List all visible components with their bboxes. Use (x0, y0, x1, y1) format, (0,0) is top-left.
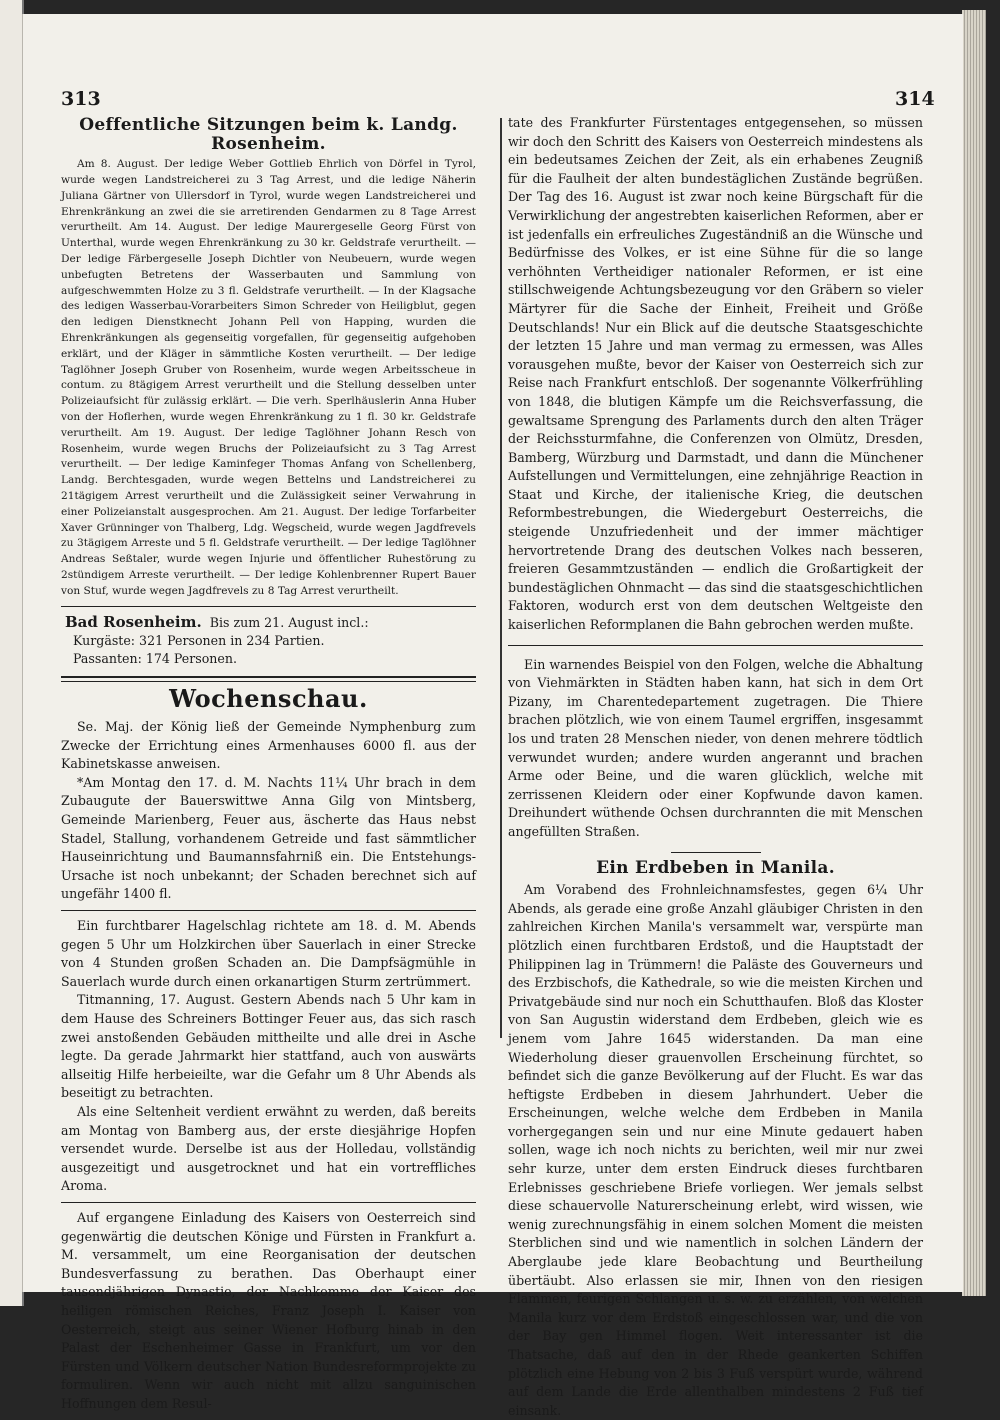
sessions-heading: Oeffentliche Sitzungen beim k. Landg. Rosenheim. (79, 115, 458, 154)
bad-rosenheim-title: Bad Rosenheim. (65, 612, 202, 631)
bad-rosenheim-line3: Passanten: 174 Personen. (73, 650, 237, 666)
column-divider (500, 118, 502, 1038)
bad-rosenheim-line2: Kurgäste: 321 Personen in 234 Partien. (73, 632, 325, 648)
right-column (508, 114, 923, 1420)
divider-line (61, 910, 476, 911)
left-column (61, 114, 476, 1413)
bad-rosenheim-block (61, 613, 476, 668)
book-spine (0, 0, 24, 1306)
wochenschau-paragraph-4: Titmanning, 17. August. Gestern Abends nach 5 Uhr kam in dem Hause des Schreiners Bottinger Feuer aus, das sich rasch zwei anstoßenden Gebäuden mittheilte und alle drei in Asche legte. Da gerade Jahrmarkt hier stattfand, auch von auswärts allseitig Hilfe herbeieilte, war die Gefahr um 8 Uhr Abends als beseitigt zu betrachten. (61, 992, 476, 1101)
wochenschau-paragraph-5: Als eine Seltenheit verdient erwähnt zu werden, daß bereits am Montag von Bamberg aus, der erste diesjährige Hopfen versendet wurde. Derselbe ist aus der Holledau, vollständig ausgezeitigt und ausgetrocknet und hat ein vortreffliches Aroma. (61, 1103, 476, 1194)
divider-line (61, 1202, 476, 1203)
earthquake-heading: Ein Erdbeben in Manila. (596, 857, 835, 878)
wochenschau-title: Wochenschau. (169, 683, 368, 713)
wochenschau-paragraph-6: Auf ergangene Einladung des Kaisers von Oesterreich sind gegenwärtig die deutschen Könige und Fürsten in Frankfurt a. M. versammelt, um eine Reorganisation der deutschen Bundesverfassung zu berathen. Das Oberhaupt einer tausendjährigen Dynastie, der Nachkomme der Kaiser des heiligen römischen Reiches, Franz Joseph I. Kaiser von Oesterreich, steigt aus seiner Wiener Hofburg hinab in den Palast der Eschenheimer Gasse in Frankfurt, um vor den Fürsten und Völkern deutscher Nation Bundesreformprojekte zu formuliren. Wenn wir auch nicht mit allzu sanguinischen Hoffnungen dem Resul- (61, 1209, 476, 1411)
right-paragraph-1: tate des Frankfurter Fürstentages entgegensehen, so müssen wir doch den Schritt des Kaisers von Oesterreich mindestens als ein bedeutsames Zeichen der Zeit, als ein erhabenes Zeugniß für die Faulheit der alten bundestäglichen Zustände begrüßen. Der Tag des 16. August ist zwar noch keine Bürgschaft für die Verwirklichung der angestrebten kaiserlichen Reformen, aber er ist jedenfalls ein erfreuliches Zugeständniß an die Wünsche und Bedürfnisse des Volkes, er ist eine Sühne für die so lange verhöhnten Vertheidiger nationaler Reformen, er ist eine stillschweigende Achtungsbezeugung vor den Gräbern so vieler Märtyrer für die Sache der Einheit, Freiheit und Größe Deutschlands! Nur ein Blick auf die deutsche Staatsgeschichte der letzten 15 Jahre und man vermag zu ermessen, was Alles vorausgehen mußte, bevor der Kaiser von Oesterreich sich zur Reise nach Frankfurt entschloß. Der sogenannte Völkerfrühling von 1848, die blutigen Kämpfe um die Reichsverfassung, die gewaltsame Sprengung des Parlaments durch den alten Träger der Reichssturmfahne, die Conferenzen von Olmütz, Dresden, Bamberg, Würzburg und Darmstadt, und dann die Münchener Aufstellungen und Vermittelungen, eine zehnjährige Reaction in Staat und Kirche, der italienische Krieg, die deutschen Reformbestrebungen, die Wiedergeburt Oesterreichs, die steigende Unzufriedenheit und der immer mächtiger hervortretende Drang des deutschen Volkes nach besseren, freieren Gesammtzuständen — endlich die Großartigkeit der bundestäglichen Ohnmacht — das sind die staatsgeschichtlichen Faktoren, wodurch erst von dem deutschen Weltgeiste den kaiserlichen Reformplanen die Bahn gebrochen werden mußte. (508, 115, 923, 633)
page-number-left: 313 (61, 88, 101, 110)
wochenschau-paragraph-1: Se. Maj. der König ließ der Gemeinde Nymphenburg zum Zwecke der Errichtung eines Armenhauses 6000 fl. aus der Kabinetskasse anweisen. (61, 719, 476, 772)
page-edges (962, 10, 986, 1296)
divider-line (61, 606, 476, 607)
divider-short-line (671, 852, 761, 853)
divider-double-line (61, 676, 476, 682)
sessions-text: Am 8. August. Der ledige Weber Gottlieb Ehrlich von Dörfel in Tyrol, wurde wegen Landstreicherei zu 3 Tag Arrest, und die ledige Näherin Juliana Gärtner von Ullersdorf in Tyrol, wurde wegen Landstreicherei und Ehrenkränkung an zwei die sie arretirenden Gendarmen zu 8 Tage Arrest verurtheilt. Am 14. August. Der ledige Maurergeselle Georg Fürst von Unterthal, wurde wegen Ehrenkränkung zu 30 kr. Geldstrafe verurtheilt. — Der ledige Färbergeselle Joseph Dichtler von Neubeuern, wurde wegen unbefugten Betretens der Wasserbauten und Sammlung von aufgeschwemmten Holze zu 3 fl. Geldstrafe verurtheilt. — In der Klagsache des ledigen Wasserbau-Vorarbeiters Simon Schreder von Heiligblut, gegen den ledigen Dienstknecht Johann Pell von Happing, wurden die Ehrenkränkungen als gegenseitig vorgefallen, für gegenseitig aufgehoben erklärt, und der Kläger in sämmtliche Kosten verurtheilt. — Der ledige Taglöhner Joseph Gruber von Rosenheim, wurde wegen Arbeitsscheue in contum. zu 8tägigem Arrest verurtheilt und die Stellung desselben unter Polizeiaufsicht für zulässig erklärt. — Die verh. Sperlhäuslerin Anna Huber von der Hoflerhen, wurde wegen Ehrenkränkung zu 1 fl. 30 kr. Geldstrafe verurtheilt. Am 19. August. Der ledige Taglöhner Johann Resch von Rosenheim, wurde wegen Bruchs der Polizeiaufsicht zu 3 Tag Arrest verurtheilt. — Der ledige Kaminfeger Thomas Anfang von Schellenberg, Landg. Berchtesgaden, wurde wegen Bettelns und Landstreicherei zu 21tägigem Arrest verurtheilt und die Zulässigkeit seiner Verwahrung in einer Polizeianstalt ausgesprochen. Am 21. August. Der ledige Torfarbeiter Xaver Grünninger von Thalberg, Ldg. Wegscheid, wurde wegen Jagdfrevels zu 3tägigem Arreste und 5 fl. Geldstrafe verurtheilt. — Der ledige Taglöhner Andreas Seßtaler, wurde wegen Injurie und öffentlicher Ruhestörung zu 2stündigem Arreste verurtheilt. — Der ledige Kohlenbrenner Rupert Bauer von Stuf, wurde wegen Jagdfrevels zu 8 Tag Arrest verurtheilt. (61, 158, 476, 597)
right-paragraph-3: Am Vorabend des Frohnleichnamsfestes, gegen 6¼ Uhr Abends, als gerade eine große Anzahl gläubiger Christen in den zahlreichen Kirchen Manila's versammelt war, verspürte man plötzlich einen furchtbaren Erdstoß, und die Hauptstadt der Philippinen lag in Trümmern! die Paläste des Gouverneurs und des Erzbischofs, die Kathedrale, so wie die meisten Kirchen und Privatgebäude sind nur noch ein Schutthaufen. Bloß das Kloster von San Augustin widerstand dem Erdbeben, gleich wie es jenem vom Jahre 1645 widerstanden. Da man eine Wiederholung dieser grauenvollen Erscheinung fürchtet, so befindet sich die ganze Bevölkerung auf der Flucht. Es war das heftigste Erdbeben in diesem Jahrhundert. Ueber die Erscheinungen, welche welche dem Erdbeben in Manila vorhergegangen sein und nur eine Minute gedauert haben sollen, wage ich noch nichts zu berichten, weil mir nur zwei sehr kurze, unter dem ersten Eindruck dieses furchtbaren Erlebnisses geschriebene Briefe vorliegen. Wer jemals selbst diese schauervolle Naturerscheinung erlebt, wird wissen, wie wenig zurechnungsfähig in einem solchen Moment die meisten Sterblichen sind und wie namentlich in solchen Ländern der Aberglaube jede klare Beobachtung und Beurtheilung übertäubt. Also erlassen sie mir, Ihnen von den riesigen Flammen, feurigen Schlangen u. s. w. zu erzählen, von welchen Manila kurz vor dem Erdstoß eingeschlossen war, und die von der Bay gen Himmel flogen. Weit interessanter ist die Thatsache, daß auf den in der Rhede geankerten Schiffen plötzlich eine Hebung von 2 bis 3 Fuß verspürt wurde, während auf dem Lande die Erde allenthalben mindestens 2 Fuß tief einsank. (508, 882, 923, 1418)
wochenschau-paragraph-2: *Am Montag den 17. d. M. Nachts 11¼ Uhr brach in dem Zubaugute der Bauerswittwe Anna Gilg von Mintsberg, Gemeinde Marienberg, Feuer aus, äscherte das Haus nebst Stadel, Stallung, vorhandenem Getreide und fast sämmtlicher Hauseinrichtung und Baumannsfahrniß ein. Die Entstehungs-Ursache ist noch unbekannt; der Schaden berechnet sich auf ungefähr 1400 fl. (61, 774, 476, 902)
divider-line (508, 645, 923, 646)
page-number-right: 314 (895, 88, 935, 110)
wochenschau-paragraph-3: Ein furchtbarer Hagelschlag richtete am 18. d. M. Abends gegen 5 Uhr um Holzkirchen über Sauerlach in einer Strecke von 4 Stunden großen Schaden an. Die Dampfsägmühle in Sauerlach wurde durch einen orkanartigen Sturm zertrümmert. (61, 918, 476, 989)
newspaper-page (22, 14, 963, 1418)
right-paragraph-2: Ein warnendes Beispiel von den Folgen, welche die Abhaltung von Viehmärkten in Städten haben kann, hat sich in dem Ort Pizany, im Charentedepartement zugetragen. Die Thiere brachen plötzlich, wie von einem Taumel ergriffen, insgesammt los und traten 28 Menschen nieder, von denen mehrere tödtlich verwundet wurden; andere wurden angerannt und brachen Arme oder Beine, und die waren glücklich, welche mit zerrissenen Kleidern oder einer Kopfwunde davon kamen. Dreihundert wüthende Ochsen durchrannten die mit Menschen angefüllten Straßen. (508, 656, 923, 839)
bad-rosenheim-line1: Bis zum 21. August incl.: (209, 614, 369, 630)
